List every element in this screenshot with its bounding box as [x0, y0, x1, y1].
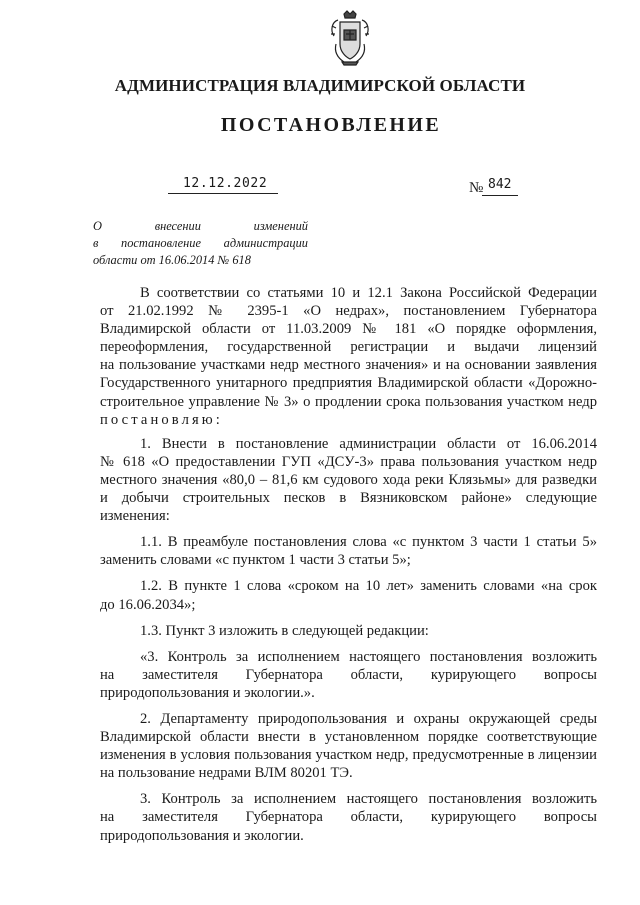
item-1-2-paragraph: [100, 577, 597, 613]
text-line: на заместителя Губернатора области, курирующего вопросы: [100, 666, 597, 683]
item-3-paragraph: [100, 790, 597, 844]
text-line: 1. Внести в постановление администрации области от 16.06.2014: [140, 435, 597, 452]
text-line: на пользование недрами ВЛМ 80201 ТЭ.: [100, 765, 353, 782]
number-underline: [482, 195, 518, 196]
subject-line: в постановление администрации: [93, 236, 308, 250]
text-line: изменения в условия пользования участком недр, предусмотренные в лицензии: [100, 747, 597, 764]
text-line: природопользования и экологии.: [100, 827, 304, 844]
text-line: № 618 «О предоставлении ГУП «ДСУ-3» права пользования участком недр: [100, 453, 597, 470]
document-number: 842: [488, 177, 512, 192]
document-subject: [93, 218, 308, 269]
date-underline: [168, 193, 278, 194]
text-line: 3. Контроль за исполнением настоящего постановления возложить: [140, 791, 597, 808]
document-date: 12.12.2022: [183, 176, 268, 191]
text-line: «3. Контроль за исполнением настоящего постановления возложить: [140, 648, 597, 665]
document-type-title: ПОСТАНОВЛЕНИЕ: [220, 114, 442, 136]
subject-line: области от 16.06.2014 № 618: [93, 253, 251, 267]
text-line: 1.2. В пункте 1 слова «сроком на 10 лет» заменить словами «на срок: [140, 578, 597, 595]
item-2-paragraph: [100, 710, 597, 782]
text-line: местного значения «80,0 – 81,6 км судового хода реки Клязьмы» для разведки: [100, 471, 597, 488]
text-line: до 16.06.2034»;: [100, 596, 196, 613]
item-1-3-quote-paragraph: [100, 648, 597, 702]
subject-line: О внесении изменений: [93, 219, 308, 233]
text-line: изменения:: [100, 508, 170, 525]
number-label: №: [469, 180, 484, 196]
text-line: заменить словами «с пунктом 1 части 3 статьи 5»;: [100, 552, 411, 569]
text-line: природопользования и экологии.».: [100, 684, 315, 701]
text-line: 2. Департаменту природопользования и охраны окружающей среды: [140, 710, 597, 727]
text-line: и добычи строительных песков в Вязниковском районе» следующие: [100, 490, 597, 507]
text-line: В соответствии со статьями 10 и 12.1 Закона Российской Федерации: [140, 285, 597, 301]
item-1-paragraph: [100, 435, 597, 525]
text-line: от 21.02.1992 № 2395-1 «О недрах», постановлением Губернатора: [100, 303, 597, 320]
text-line: на заместителя Губернатора области, курирующего вопросы: [100, 809, 597, 826]
preamble-paragraph: [100, 284, 597, 429]
text-line: 1.1. В преамбуле постановления слова «с пунктом 3 части 1 статьи 5»: [140, 534, 597, 551]
organization-title: АДМИНИСТРАЦИЯ ВЛАДИМИРСКОЙ ОБЛАСТИ: [114, 76, 526, 95]
item-1-3-paragraph: [100, 622, 597, 640]
text-line: 1.3. Пункт 3 изложить в следующей редакции:: [140, 622, 429, 639]
text-line: строительное управление № 3» о продлении срока пользования участком недр: [100, 393, 597, 410]
item-1-1-paragraph: [100, 533, 597, 569]
text-line: переоформления, государственной регистрации и выдачи лицензий: [100, 339, 597, 356]
text-line: на пользование участками недр местного значения» и на основании заявления: [100, 357, 597, 374]
text-line: Владимирской области от 11.03.2009 № 181 «О порядке оформления,: [100, 321, 597, 338]
coat-of-arms-icon: [328, 10, 372, 66]
text-line: Государственного унитарного предприятия Владимирской области «Дорожно-: [100, 375, 597, 392]
document-body: [100, 284, 597, 853]
text-line: постановляю:: [100, 411, 223, 428]
text-line: Владимирской области внести в установленном порядке соответствующие: [100, 729, 597, 746]
